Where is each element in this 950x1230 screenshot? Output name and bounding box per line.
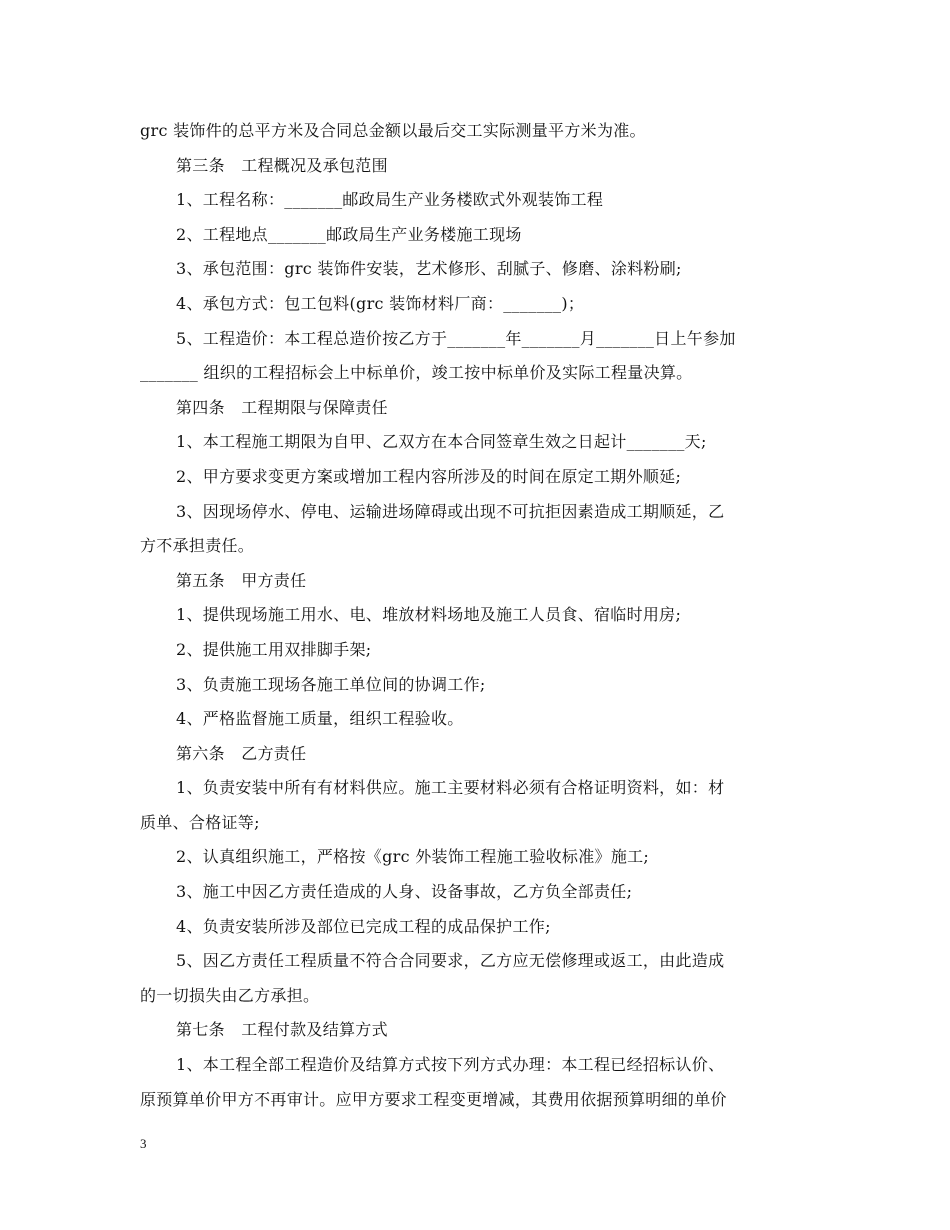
text-line: 第五条 甲方责任: [176, 570, 307, 590]
text-line: 4、承包方式：包工包料(grc 装饰材料厂商：_______)；: [176, 293, 585, 313]
text-line: 1、负责安装中所有有材料供应。施工主要材料必须有合格证明资料，如：材: [176, 778, 725, 798]
text-line: 第六条 乙方责任: [176, 743, 307, 763]
text-line: 4、严格监督施工质量，组织工程验收。: [176, 709, 464, 729]
text-line: 质单、合格证等;: [140, 812, 260, 832]
text-line: 3、因现场停水、停电、运输进场障碍或出现不可抗拒因素造成工期顺延，乙: [176, 501, 725, 521]
page-number: 3: [140, 1136, 147, 1151]
text-line: 第七条 工程付款及结算方式: [176, 1020, 388, 1040]
text-line: 的一切损失由乙方承担。: [140, 985, 320, 1005]
text-line: 1、本工程施工期限为自甲、乙双方在本合同签章生效之日起计_______天;: [176, 432, 707, 452]
text-line: grc 装饰件的总平方米及合同总金额以最后交工实际测量平方米为准。: [140, 121, 646, 140]
text-line: 5、因乙方责任工程质量不符合合同要求，乙方应无偿修理或返工，由此造成: [176, 951, 725, 971]
text-line: 第四条 工程期限与保障责任: [176, 397, 388, 417]
text-line: 2、认真组织施工，严格按《grc 外装饰工程施工验收标准》施工;: [176, 847, 650, 867]
text-line: 1、本工程全部工程造价及结算方式按下列方式办理：本工程已经招标认价、: [176, 1055, 725, 1075]
text-line: 3、负责施工现场各施工单位间的协调工作;: [176, 674, 486, 694]
text-line: _______ 组织的工程招标会上中标单价，竣工按中标单价及实际工程量决算。: [140, 363, 693, 383]
text-line: 3、承包范围：grc 装饰件安装，艺术修形、刮腻子、修磨、涂料粉刷;: [176, 259, 682, 279]
text-line: 第三条 工程概况及承包范围: [176, 155, 388, 175]
text-line: 3、施工中因乙方责任造成的人身、设备事故，乙方负全部责任;: [176, 882, 633, 902]
text-line: 5、工程造价：本工程总造价按乙方于_______年_______月_______日上午参加: [176, 328, 736, 348]
text-line: 1、提供现场施工用水、电、堆放材料场地及施工人员食、宿临时用房;: [176, 605, 682, 625]
text-line: 4、负责安装所涉及部位已完成工程的成品保护工作;: [176, 916, 551, 936]
text-line: 2、提供施工用双排脚手架;: [176, 639, 372, 659]
document-body: [140, 114, 820, 1117]
text-line: 1、工程名称：_______邮政局生产业务楼欧式外观装饰工程: [176, 190, 604, 210]
text-line: 原预算单价甲方不再审计。应甲方要求工程变更增减，其费用依据预算明细的单价: [140, 1089, 727, 1109]
text-line: 2、工程地点_______邮政局生产业务楼施工现场: [176, 224, 522, 244]
text-line: 方不承担责任。: [140, 536, 255, 556]
text-line: 2、甲方要求变更方案或增加工程内容所涉及的时间在原定工期外顺延;: [176, 466, 682, 486]
